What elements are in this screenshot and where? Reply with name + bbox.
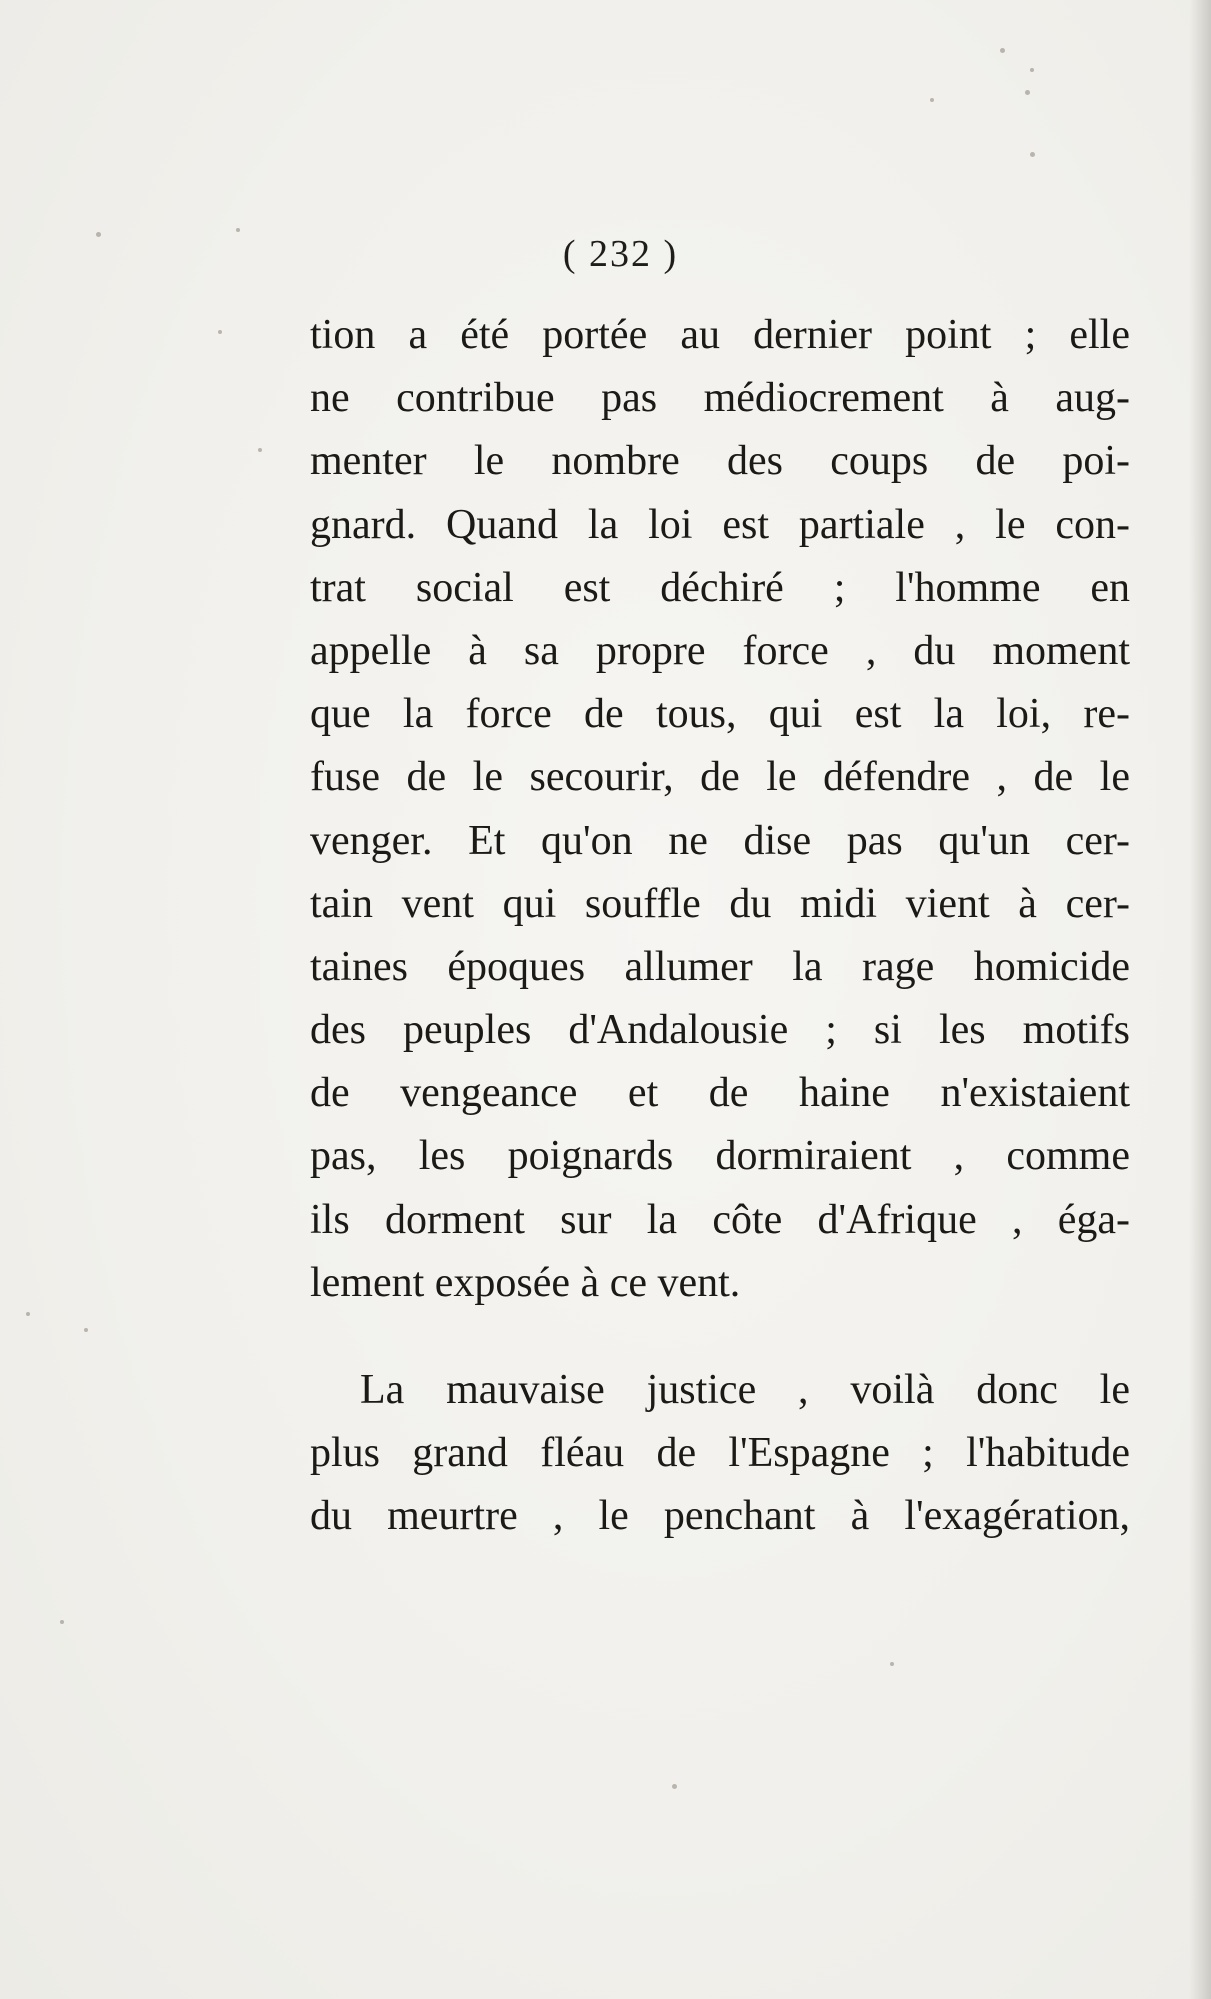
text-line: que la force de tous, qui est la loi, re- bbox=[310, 691, 1130, 738]
paper-speck bbox=[1030, 68, 1034, 72]
text-line: plus grand fléau de l'Espagne ; l'habitude bbox=[310, 1430, 1130, 1477]
text-line: venger. Et qu'on ne dise pas qu'un cer- bbox=[310, 817, 1130, 864]
text-line: tain vent qui souffle du midi vient à cer- bbox=[310, 880, 1130, 927]
text-line: pas, les poignards dormiraient , comme bbox=[310, 1133, 1130, 1180]
text-line: appelle à sa propre force , du moment bbox=[310, 627, 1130, 674]
paper-speck bbox=[672, 1784, 677, 1789]
paper-speck bbox=[930, 98, 934, 102]
paper-speck bbox=[1025, 90, 1030, 95]
page-number: ( 232 ) bbox=[562, 233, 679, 275]
text-line: du meurtre , le penchant à l'exagération, bbox=[310, 1493, 1130, 1540]
text-line: taines époques allumer la rage homicide bbox=[310, 943, 1130, 990]
paragraph-gap bbox=[310, 1315, 1130, 1359]
text-line: menter le nombre des coups de poi- bbox=[310, 438, 1130, 485]
page-body bbox=[310, 304, 1130, 1549]
paper-speck bbox=[1030, 152, 1035, 157]
text-line: ils dorment sur la côte d'Afrique , éga- bbox=[310, 1196, 1130, 1243]
text-line: lement exposée à ce vent. bbox=[310, 1259, 741, 1306]
text-line: fuse de le secourir, de le défendre , de le bbox=[310, 754, 1130, 801]
text-line: ne contribue pas médiocrement à aug- bbox=[310, 375, 1130, 422]
paper-speck bbox=[1000, 48, 1005, 53]
text-line: des peuples d'Andalousie ; si les motifs bbox=[310, 1007, 1130, 1054]
paper-speck bbox=[60, 1620, 64, 1624]
paper-speck bbox=[258, 448, 262, 452]
paper-speck bbox=[890, 1662, 894, 1666]
text-line: gnard. Quand la loi est partiale , le con- bbox=[310, 501, 1130, 548]
text-line: La mauvaise justice , voilà donc le bbox=[360, 1367, 1130, 1413]
text-line: trat social est déchiré ; l'homme en bbox=[310, 564, 1130, 611]
paper-speck bbox=[26, 1312, 30, 1316]
page-edge-shadow bbox=[1189, 0, 1211, 1999]
paper-speck bbox=[218, 330, 222, 334]
text-line: tion a été portée au dernier point ; elle bbox=[310, 312, 1130, 358]
text-line: de vengeance et de haine n'existaient bbox=[310, 1070, 1130, 1117]
paper-speck bbox=[84, 1328, 88, 1332]
